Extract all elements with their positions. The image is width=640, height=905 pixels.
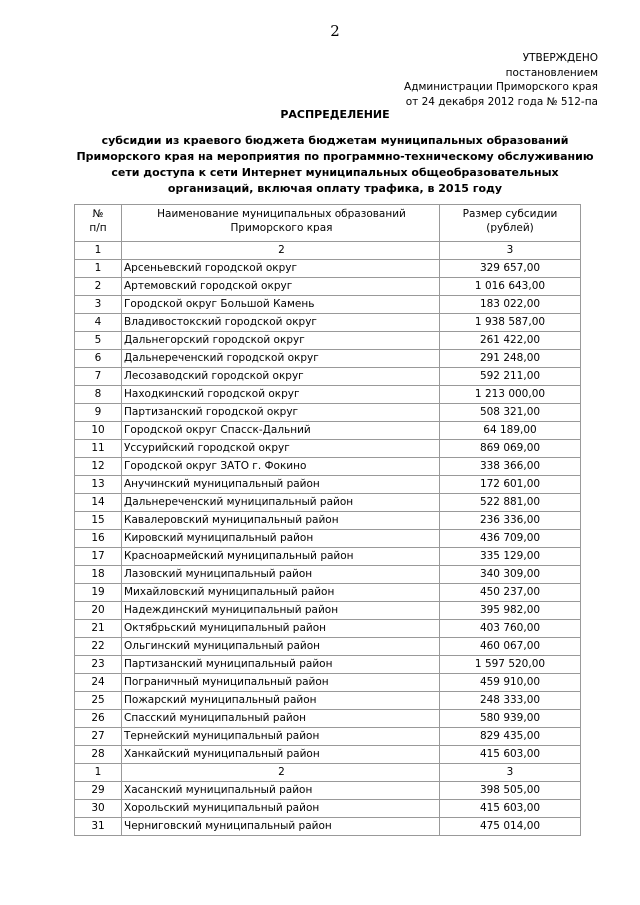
municipality-name: Владивостокский городской округ: [122, 314, 440, 332]
row-number: 15: [75, 512, 122, 530]
table-row: [75, 530, 581, 548]
municipality-name: Дальнереченский городской округ: [122, 350, 440, 368]
row-number: 4: [75, 314, 122, 332]
row-number: 3: [75, 296, 122, 314]
subsidy-amount: 338 366,00: [440, 458, 581, 476]
header-text: №: [92, 208, 104, 220]
approval-line: от 24 декабря 2012 года № 512-па: [405, 95, 598, 108]
table-row: [75, 746, 581, 764]
municipality-name: Кавалеровский муниципальный район: [122, 512, 440, 530]
subsidy-amount: 415 603,00: [440, 746, 581, 764]
column-number: 1: [75, 764, 122, 782]
table-row: [75, 818, 581, 836]
subsidy-amount: 1 938 587,00: [440, 314, 581, 332]
table-row: [75, 782, 581, 800]
row-number: 28: [75, 746, 122, 764]
table-row: [75, 494, 581, 512]
row-number: 25: [75, 692, 122, 710]
row-number: 23: [75, 656, 122, 674]
subtitle-line: сети доступа к сети Интернет муниципальных общеобразовательных: [111, 166, 559, 179]
table-row: [75, 548, 581, 566]
subsidy-amount: 183 022,00: [440, 296, 581, 314]
table-row: [75, 386, 581, 404]
table-row: [75, 368, 581, 386]
table-row: [75, 584, 581, 602]
row-number: 5: [75, 332, 122, 350]
row-number: 24: [75, 674, 122, 692]
subsidy-amount: 1 016 643,00: [440, 278, 581, 296]
subtitle-line: организаций, включая оплату трафика, в 2015 году: [167, 182, 503, 195]
subsidy-amount: 460 067,00: [440, 638, 581, 656]
subsidy-amount: 172 601,00: [440, 476, 581, 494]
document-title: РАСПРЕДЕЛЕНИЕ: [280, 108, 390, 121]
row-number: 26: [75, 710, 122, 728]
municipality-name: Партизанский муниципальный район: [122, 656, 440, 674]
municipality-name: Партизанский городской округ: [122, 404, 440, 422]
table-row: [75, 260, 581, 278]
header-text: Приморского края: [230, 222, 333, 234]
table-row: [75, 458, 581, 476]
row-number: 10: [75, 422, 122, 440]
row-number: 17: [75, 548, 122, 566]
municipality-name: Ольгинский муниципальный район: [122, 638, 440, 656]
subsidy-amount: 580 939,00: [440, 710, 581, 728]
table-row: [75, 566, 581, 584]
row-number: 20: [75, 602, 122, 620]
header-text: Размер субсидии: [462, 208, 558, 220]
municipality-name: Хасанский муниципальный район: [122, 782, 440, 800]
column-number-row: [75, 764, 581, 782]
municipality-name: Ханкайский муниципальный район: [122, 746, 440, 764]
page-number: 2: [330, 22, 340, 40]
table-row: [75, 476, 581, 494]
table-row: [75, 278, 581, 296]
table-row: [75, 710, 581, 728]
municipality-name: Хорольский муниципальный район: [122, 800, 440, 818]
row-number: 2: [75, 278, 122, 296]
approval-block: [404, 51, 598, 109]
municipality-name: Пожарский муниципальный район: [122, 692, 440, 710]
municipality-name: Уссурийский городской округ: [122, 440, 440, 458]
municipality-name: Арсеньевский городской округ: [122, 260, 440, 278]
municipality-name: Лесозаводский городской округ: [122, 368, 440, 386]
row-number: 6: [75, 350, 122, 368]
municipality-name: Городской округ Большой Камень: [122, 296, 440, 314]
header-number: [75, 205, 122, 242]
municipality-name: Черниговский муниципальный район: [122, 818, 440, 836]
municipality-name: Октябрьский муниципальный район: [122, 620, 440, 638]
subsidy-table: [74, 204, 581, 836]
column-number: 2: [122, 242, 440, 260]
table-row: [75, 332, 581, 350]
municipality-name: Кировский муниципальный район: [122, 530, 440, 548]
subsidy-amount: 1 213 000,00: [440, 386, 581, 404]
municipality-name: Городской округ Спасск-Дальний: [122, 422, 440, 440]
column-number-row: [75, 242, 581, 260]
table-row: [75, 404, 581, 422]
header-amount: [440, 205, 581, 242]
subsidy-amount: 395 982,00: [440, 602, 581, 620]
row-number: 30: [75, 800, 122, 818]
municipality-name: Пограничный муниципальный район: [122, 674, 440, 692]
row-number: 29: [75, 782, 122, 800]
row-number: 16: [75, 530, 122, 548]
subsidy-amount: 415 603,00: [440, 800, 581, 818]
subsidy-amount: 1 597 520,00: [440, 656, 581, 674]
subsidy-amount: 522 881,00: [440, 494, 581, 512]
subsidy-amount: 329 657,00: [440, 260, 581, 278]
row-number: 31: [75, 818, 122, 836]
table-row: [75, 512, 581, 530]
column-number: 3: [440, 242, 581, 260]
table-row: [75, 296, 581, 314]
table-row: [75, 728, 581, 746]
municipality-name: Находкинский городской округ: [122, 386, 440, 404]
subsidy-amount: 592 211,00: [440, 368, 581, 386]
subtitle-line: субсидии из краевого бюджета бюджетам муниципальных образований: [101, 134, 569, 147]
subsidy-amount: 508 321,00: [440, 404, 581, 422]
municipality-name: Тернейский муниципальный район: [122, 728, 440, 746]
subsidy-amount: 450 237,00: [440, 584, 581, 602]
municipality-name: Надеждинский муниципальный район: [122, 602, 440, 620]
header-text: Наименование муниципальных образований: [157, 208, 406, 220]
approval-line: УТВЕРЖДЕНО: [522, 52, 598, 64]
municipality-name: Лазовский муниципальный район: [122, 566, 440, 584]
table-row: [75, 620, 581, 638]
subsidy-amount: 869 069,00: [440, 440, 581, 458]
header-text: (рублей): [486, 222, 534, 234]
approval-line: Администрации Приморского края: [404, 81, 598, 94]
row-number: 19: [75, 584, 122, 602]
column-number: 1: [75, 242, 122, 260]
municipality-name: Спасский муниципальный район: [122, 710, 440, 728]
approval-line: постановлением: [505, 66, 598, 79]
row-number: 7: [75, 368, 122, 386]
subsidy-amount: 248 333,00: [440, 692, 581, 710]
subsidy-amount: 335 129,00: [440, 548, 581, 566]
table-row: [75, 638, 581, 656]
table-row: [75, 602, 581, 620]
row-number: 22: [75, 638, 122, 656]
table-row: [75, 314, 581, 332]
subsidy-amount: 64 189,00: [440, 422, 581, 440]
subsidy-amount: 398 505,00: [440, 782, 581, 800]
municipality-name: Анучинский муниципальный район: [122, 476, 440, 494]
header-text: п/п: [89, 222, 107, 234]
row-number: 11: [75, 440, 122, 458]
column-number: 3: [440, 764, 581, 782]
table-row: [75, 692, 581, 710]
municipality-name: Красноармейский муниципальный район: [122, 548, 440, 566]
row-number: 13: [75, 476, 122, 494]
row-number: 27: [75, 728, 122, 746]
row-number: 9: [75, 404, 122, 422]
subsidy-amount: 403 760,00: [440, 620, 581, 638]
header-name: [122, 205, 440, 242]
subsidy-amount: 291 248,00: [440, 350, 581, 368]
subsidy-amount: 340 309,00: [440, 566, 581, 584]
table-header-row: [75, 205, 581, 242]
row-number: 8: [75, 386, 122, 404]
column-number: 2: [122, 764, 440, 782]
table-row: [75, 422, 581, 440]
municipality-name: Михайловский муниципальный район: [122, 584, 440, 602]
subsidy-amount: 475 014,00: [440, 818, 581, 836]
subsidy-amount: 459 910,00: [440, 674, 581, 692]
municipality-name: Городской округ ЗАТО г. Фокино: [122, 458, 440, 476]
table-row: [75, 800, 581, 818]
municipality-name: Артемовский городской округ: [122, 278, 440, 296]
municipality-name: Дальнегорский городской округ: [122, 332, 440, 350]
table-row: [75, 656, 581, 674]
row-number: 14: [75, 494, 122, 512]
subsidy-amount: 436 709,00: [440, 530, 581, 548]
subtitle-line: Приморского края на мероприятия по программно-техническому обслуживанию: [76, 150, 594, 163]
row-number: 12: [75, 458, 122, 476]
table-row: [75, 350, 581, 368]
municipality-name: Дальнереченский муниципальный район: [122, 494, 440, 512]
table-row: [75, 440, 581, 458]
row-number: 18: [75, 566, 122, 584]
table-row: [75, 674, 581, 692]
subsidy-amount: 261 422,00: [440, 332, 581, 350]
subsidy-amount: 236 336,00: [440, 512, 581, 530]
document-subtitle: [60, 133, 610, 197]
row-number: 21: [75, 620, 122, 638]
row-number: 1: [75, 260, 122, 278]
subsidy-amount: 829 435,00: [440, 728, 581, 746]
